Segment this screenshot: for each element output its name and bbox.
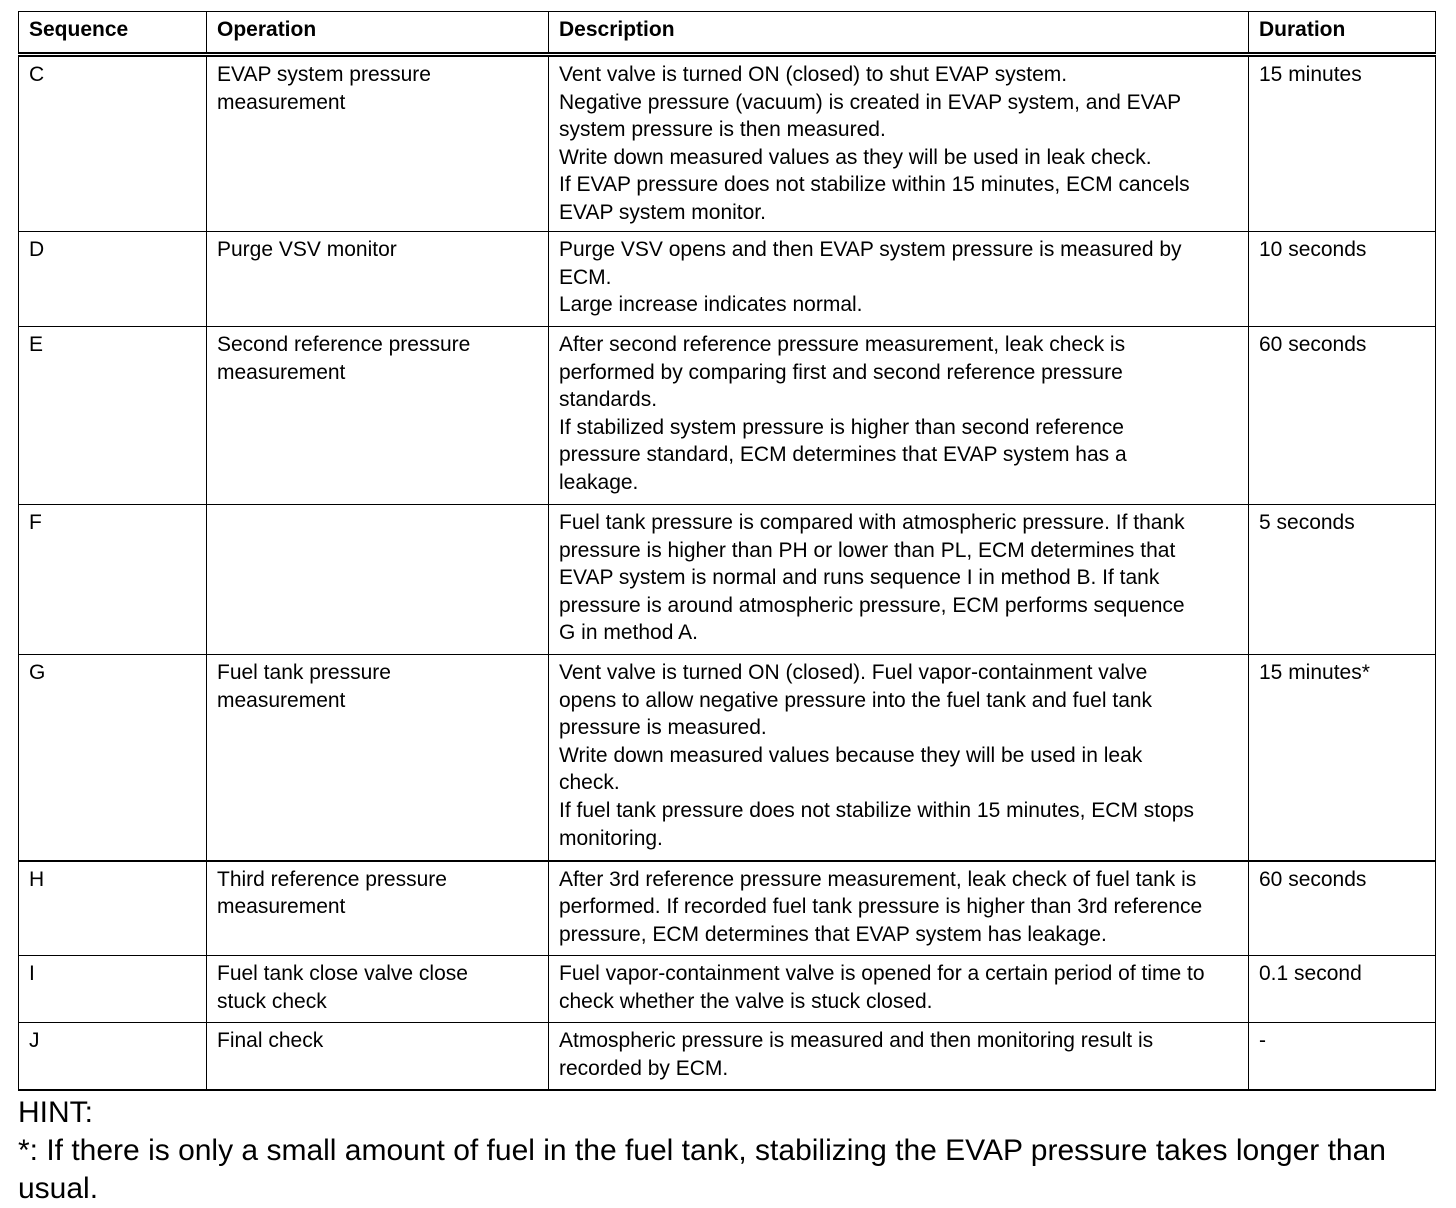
cell-sequence: H — [19, 861, 207, 956]
cell-description — [549, 1023, 1249, 1090]
cell-sequence: E — [19, 327, 207, 505]
description-line: recorded by ECM. — [559, 1056, 729, 1080]
description-line: If EVAP pressure does not stabilize within 15 minutes, ECM cancels — [559, 173, 1190, 197]
description-line: monitoring. — [559, 826, 663, 850]
description-line: Write down measured values because they will be used in leak — [559, 743, 1143, 767]
description-line: check whether the valve is stuck closed. — [559, 989, 933, 1013]
cell-operation — [207, 505, 549, 655]
description-line: G in method A. — [559, 621, 698, 645]
header-description: Description — [549, 12, 1249, 55]
cell-operation — [207, 55, 549, 232]
cell-operation — [207, 956, 549, 1023]
description-line: check. — [559, 771, 620, 795]
description-line: performed by comparing first and second reference pressure — [559, 360, 1123, 384]
operation-line: measurement — [217, 90, 346, 114]
description-line: After 3rd reference pressure measurement, leak check of fuel tank is — [559, 867, 1197, 891]
cell-duration: 0.1 second — [1249, 956, 1436, 1023]
cell-duration: 15 minutes — [1249, 55, 1436, 232]
hint-line: usual. — [18, 1172, 99, 1205]
table-row — [19, 505, 1436, 655]
cell-duration: - — [1249, 1023, 1436, 1090]
hint-title: HINT: — [18, 1096, 93, 1129]
operation-line: EVAP system pressure — [217, 63, 431, 86]
description-line: If fuel tank pressure does not stabilize within 15 minutes, ECM stops — [559, 798, 1194, 822]
description-line: system pressure is then measured. — [559, 118, 886, 142]
description-line: Write down measured values as they will be used in leak check. — [559, 145, 1152, 169]
hint-line: *: If there is only a small amount of fuel in the fuel tank, stabilizing the EVAP pressure takes longer than — [18, 1134, 1386, 1167]
description-line: pressure is measured. — [559, 716, 767, 740]
cell-operation — [207, 655, 549, 861]
cell-sequence: I — [19, 956, 207, 1023]
hint-note — [18, 1094, 1428, 1208]
operation-line: Purge VSV monitor — [217, 238, 397, 261]
cell-sequence: F — [19, 505, 207, 655]
description-line: Fuel vapor-containment valve is opened for a certain period of time to — [559, 962, 1205, 985]
description-line: pressure, ECM determines that EVAP system has leakage. — [559, 922, 1107, 946]
description-line: Negative pressure (vacuum) is created in EVAP system, and EVAP — [559, 90, 1182, 114]
description-line: pressure standard, ECM determines that EVAP system has a — [559, 443, 1127, 467]
description-line: Fuel tank pressure is compared with atmospheric pressure. If thank — [559, 511, 1185, 534]
description-line: ECM. — [559, 265, 612, 289]
table-row — [19, 655, 1436, 861]
operation-line: Fuel tank pressure — [217, 661, 391, 684]
table-header-row — [19, 12, 1436, 55]
cell-operation — [207, 861, 549, 956]
description-line: Atmospheric pressure is measured and then monitoring result is — [559, 1029, 1154, 1052]
header-sequence: Sequence — [19, 12, 207, 55]
description-line: standards. — [559, 388, 658, 412]
cell-description — [549, 505, 1249, 655]
description-line: EVAP system is normal and runs sequence I in method B. If tank — [559, 566, 1160, 590]
description-line: pressure is higher than PH or lower than PL, ECM determines that — [559, 538, 1176, 562]
description-line: If stabilized system pressure is higher than second reference — [559, 415, 1124, 439]
operation-line: measurement — [217, 360, 346, 384]
header-operation: Operation — [207, 12, 549, 55]
description-line: pressure is around atmospheric pressure, ECM performs sequence — [559, 593, 1185, 617]
operation-line: stuck check — [217, 989, 327, 1013]
cell-description — [549, 861, 1249, 956]
description-line: Vent valve is turned ON (closed) to shut EVAP system. — [559, 63, 1068, 86]
cell-sequence: D — [19, 232, 207, 327]
description-line: Vent valve is turned ON (closed). Fuel vapor-containment valve — [559, 661, 1148, 684]
cell-operation — [207, 327, 549, 505]
description-line: After second reference pressure measurement, leak check is — [559, 333, 1126, 356]
operation-line: measurement — [217, 688, 346, 712]
header-duration: Duration — [1249, 12, 1436, 55]
cell-sequence: G — [19, 655, 207, 861]
table-row — [19, 861, 1436, 956]
description-line: leakage. — [559, 470, 639, 494]
table-row — [19, 232, 1436, 327]
table-body — [19, 55, 1436, 1090]
cell-sequence: C — [19, 55, 207, 232]
operation-line: Third reference pressure — [217, 867, 447, 891]
cell-duration: 15 minutes* — [1249, 655, 1436, 861]
operation-line: measurement — [217, 895, 346, 919]
table-row — [19, 327, 1436, 505]
operation-line: Fuel tank close valve close — [217, 962, 468, 985]
cell-description — [549, 327, 1249, 505]
description-line: Purge VSV opens and then EVAP system pressure is measured by — [559, 238, 1182, 261]
cell-operation — [207, 1023, 549, 1090]
description-line: EVAP system monitor. — [559, 200, 766, 224]
table-row — [19, 1023, 1436, 1090]
cell-description — [549, 655, 1249, 861]
evap-sequence-table — [18, 11, 1436, 1091]
operation-line: Second reference pressure — [217, 333, 471, 356]
cell-operation — [207, 232, 549, 327]
table-row — [19, 956, 1436, 1023]
cell-duration: 60 seconds — [1249, 327, 1436, 505]
cell-description — [549, 232, 1249, 327]
description-line: performed. If recorded fuel tank pressure is higher than 3rd reference — [559, 895, 1203, 919]
cell-duration: 10 seconds — [1249, 232, 1436, 327]
cell-duration: 60 seconds — [1249, 861, 1436, 956]
table-row — [19, 55, 1436, 232]
operation-line: Final check — [217, 1029, 324, 1052]
description-line: opens to allow negative pressure into the fuel tank and fuel tank — [559, 688, 1153, 712]
description-line: Large increase indicates normal. — [559, 293, 863, 317]
cell-sequence: J — [19, 1023, 207, 1090]
cell-duration: 5 seconds — [1249, 505, 1436, 655]
cell-description — [549, 55, 1249, 232]
cell-description — [549, 956, 1249, 1023]
